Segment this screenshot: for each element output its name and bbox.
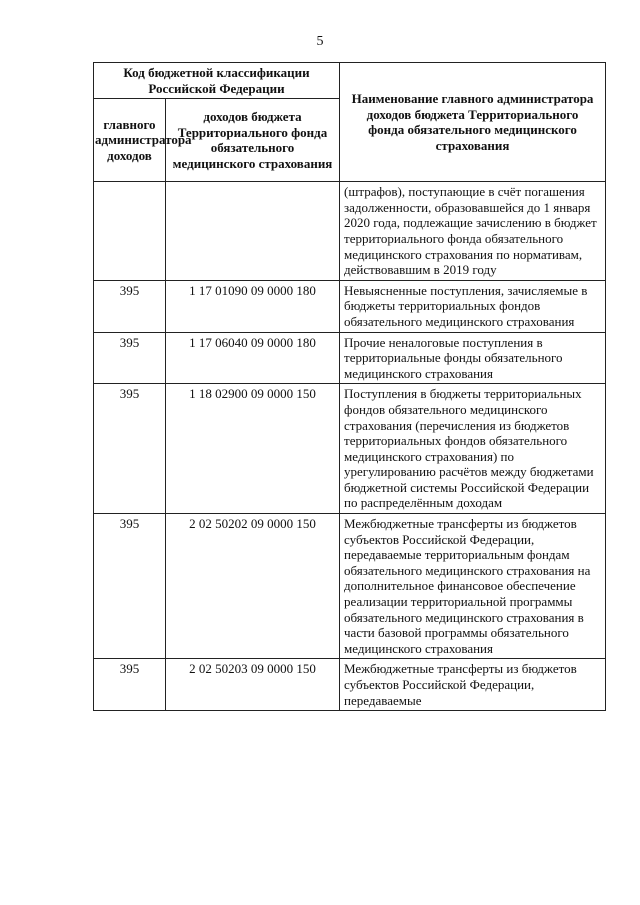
page-number: 5 — [316, 34, 324, 49]
cell-name: (штрафов), поступающие в счёт погашения задолженности, образовавшейся до 1 января 2020 года, подлежащие зачислению в бюджет территориального фонда обязательного медицинского страхования по нормативам, действовавшим в 2019 году — [340, 182, 606, 281]
header-name: Наименование главного администратора доходов бюджета Территориального фонда обязательного медицинского страхования — [340, 63, 606, 182]
table-row — [94, 514, 606, 659]
header-admin: главного администратора доходов — [94, 99, 166, 182]
cell-code — [166, 182, 340, 281]
cell-admin: 395 — [94, 514, 166, 659]
cell-name: Поступления в бюджеты территориальных фондов обязательного медицинского страхования (перечисления из бюджетов территориальных фондов обязательного медицинского страхования) по урегулированию расчётов между бюджетами бюджетной системы Российской Федерации по распределённым доходам — [340, 384, 606, 514]
cell-code: 1 17 06040 09 0000 180 — [166, 332, 340, 384]
cell-code: 1 17 01090 09 0000 180 — [166, 280, 340, 332]
cell-name: Невыясненные поступления, зачисляемые в бюджеты территориальных фондов обязательного медицинского страхования — [340, 280, 606, 332]
table-row — [94, 384, 606, 514]
table-row — [94, 280, 606, 332]
cell-admin: 395 — [94, 332, 166, 384]
table-row — [94, 182, 606, 281]
table-row — [94, 332, 606, 384]
budget-classification-table — [93, 62, 606, 711]
cell-name: Межбюджетные трансферты из бюджетов субъектов Российской Федерации, передаваемые территориальным фондам обязательного медицинского страхования на дополнительное финансовое обеспечение реализации территориальной программы обязательного медицинского страхования в части базовой программы обязательного медицинского страхования — [340, 514, 606, 659]
table-row — [94, 659, 606, 711]
cell-code: 2 02 50202 09 0000 150 — [166, 514, 340, 659]
cell-code: 1 18 02900 09 0000 150 — [166, 384, 340, 514]
cell-admin: 395 — [94, 280, 166, 332]
header-row-1 — [94, 63, 606, 99]
cell-code: 2 02 50203 09 0000 150 — [166, 659, 340, 711]
cell-admin: 395 — [94, 659, 166, 711]
cell-admin — [94, 182, 166, 281]
header-group-code: Код бюджетной классификации Российской Федерации — [94, 63, 340, 99]
cell-name: Прочие неналоговые поступления в территориальные фонды обязательного медицинского страхования — [340, 332, 606, 384]
header-income: доходов бюджета Территориального фонда обязательного медицинского страхования — [166, 99, 340, 182]
cell-name: Межбюджетные трансферты из бюджетов субъектов Российской Федерации, передаваемые — [340, 659, 606, 711]
cell-admin: 395 — [94, 384, 166, 514]
